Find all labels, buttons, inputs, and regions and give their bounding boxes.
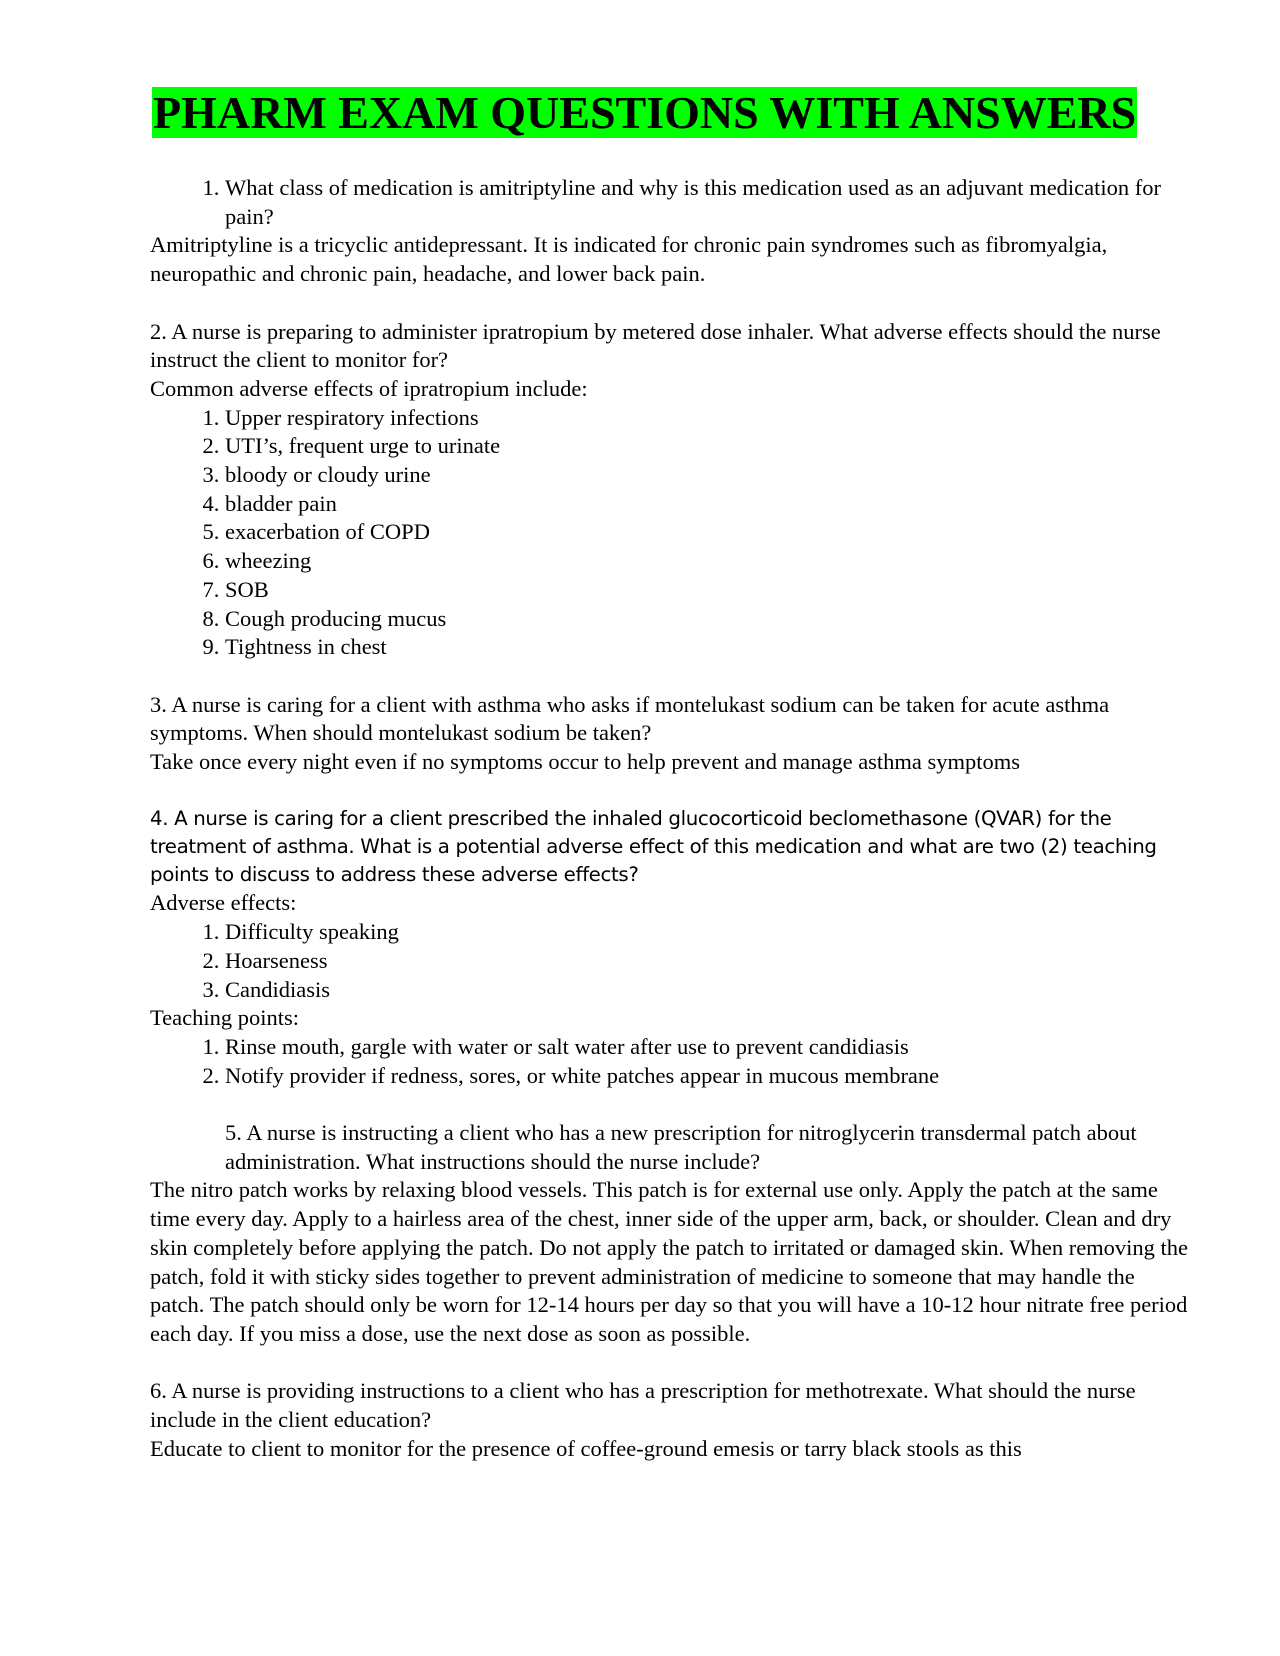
answer-5: The nitro patch works by relaxing blood vessels. This patch is for external use only. Apply the patch at the same time every day. Apply to a hairless area of the chest, inner side of the upper arm, back, or shoulder. Clean and dry skin completely before applying the patch. Do not apply the patch to irritated or damaged skin. When removing the patch, fold it with sticky sides together to prevent administration of medicine to someone that may handle the patch. The patch should only be worn for 12-14 hours per day so that you will have a 10-12 hour nitrate free period each day. If you miss a dose, use the next dose as soon as possible. xyxy=(150,1177,1189,1346)
list-item: 8. Cough producing mucus xyxy=(225,605,1190,634)
list-item: 9. Tightness in chest xyxy=(225,633,1190,662)
list-item: 5. exacerbation of COPD xyxy=(225,518,1190,547)
document-body xyxy=(150,174,1190,1463)
list-item: 1. Upper respiratory infections xyxy=(225,404,1190,433)
list-item: 3. bloody or cloudy urine xyxy=(225,461,1190,490)
question-2: 2. A nurse is preparing to administer ipratropium by metered dose inhaler. What adverse effects should the nurse instruct the client to monitor for? xyxy=(150,318,1161,373)
list-item: 2. Hoarseness xyxy=(225,947,1190,976)
question-6: 6. A nurse is providing instructions to a client who has a prescription for methotrexate. What should the nurse include in the client education? xyxy=(150,1378,1136,1433)
spacer xyxy=(150,1349,1190,1378)
list-item: 1. Difficulty speaking xyxy=(225,918,1190,947)
adverse-effects-list xyxy=(150,918,1190,1004)
answer-2-intro: Common adverse effects of ipratropium include: xyxy=(150,375,588,401)
list-item: 6. wheezing xyxy=(225,547,1190,576)
spacer xyxy=(150,662,1190,691)
teaching-points-label: Teaching points: xyxy=(150,1005,300,1031)
answer-1: Amitriptyline is a tricyclic antidepressant. It is indicated for chronic pain syndromes such as fibromyalgia, neuropathic and chronic pain, headache, and lower back pain. xyxy=(150,232,1108,287)
list-item: 1. Rinse mouth, gargle with water or salt water after use to prevent candidiasis xyxy=(225,1033,1190,1062)
answer-6: Educate to client to monitor for the presence of coffee-ground emesis or tarry black stools as this xyxy=(150,1435,1022,1461)
teaching-points-list xyxy=(150,1033,1190,1090)
question-1: 1. What class of medication is amitriptyline and why is this medication used as an adjuvant medication for pain? xyxy=(225,174,1190,231)
list-item: 7. SOB xyxy=(225,576,1190,605)
question-4: 4. A nurse is caring for a client prescribed the inhaled glucocorticoid beclomethasone (QVAR) for the treatment of asthma. What is a potential adverse effect of this medication and what are two (2) teaching points to discuss to address these adverse effects? xyxy=(150,807,1157,887)
answer-3: Take once every night even if no symptoms occur to help prevent and manage asthma symptoms xyxy=(150,749,1021,775)
adverse-effects-list xyxy=(150,404,1190,662)
question-3: 3. A nurse is caring for a client with asthma who asks if montelukast sodium can be taken for acute asthma symptoms. When should montelukast sodium be taken? xyxy=(150,691,1110,746)
list-item: 2. Notify provider if redness, sores, or white patches appear in mucous membrane xyxy=(225,1062,1190,1091)
spacer xyxy=(150,289,1190,318)
adverse-effects-label: Adverse effects: xyxy=(150,890,297,916)
title-highlight: PHARM EXAM QUESTIONS WITH ANSWERS xyxy=(153,87,1137,138)
spacer xyxy=(150,777,1190,806)
list-item: 3. Candidiasis xyxy=(225,976,1190,1005)
question-5: 5. A nurse is instructing a client who has a new prescription for nitroglycerin transdermal patch about administration. What instructions should the nurse include? xyxy=(225,1120,1137,1174)
list-item: 4. bladder pain xyxy=(225,490,1190,519)
list-item: 2. UTI’s, frequent urge to urinate xyxy=(225,432,1190,461)
question-1-list xyxy=(150,174,1190,231)
page-title xyxy=(150,86,1139,140)
spacer xyxy=(150,1090,1190,1119)
